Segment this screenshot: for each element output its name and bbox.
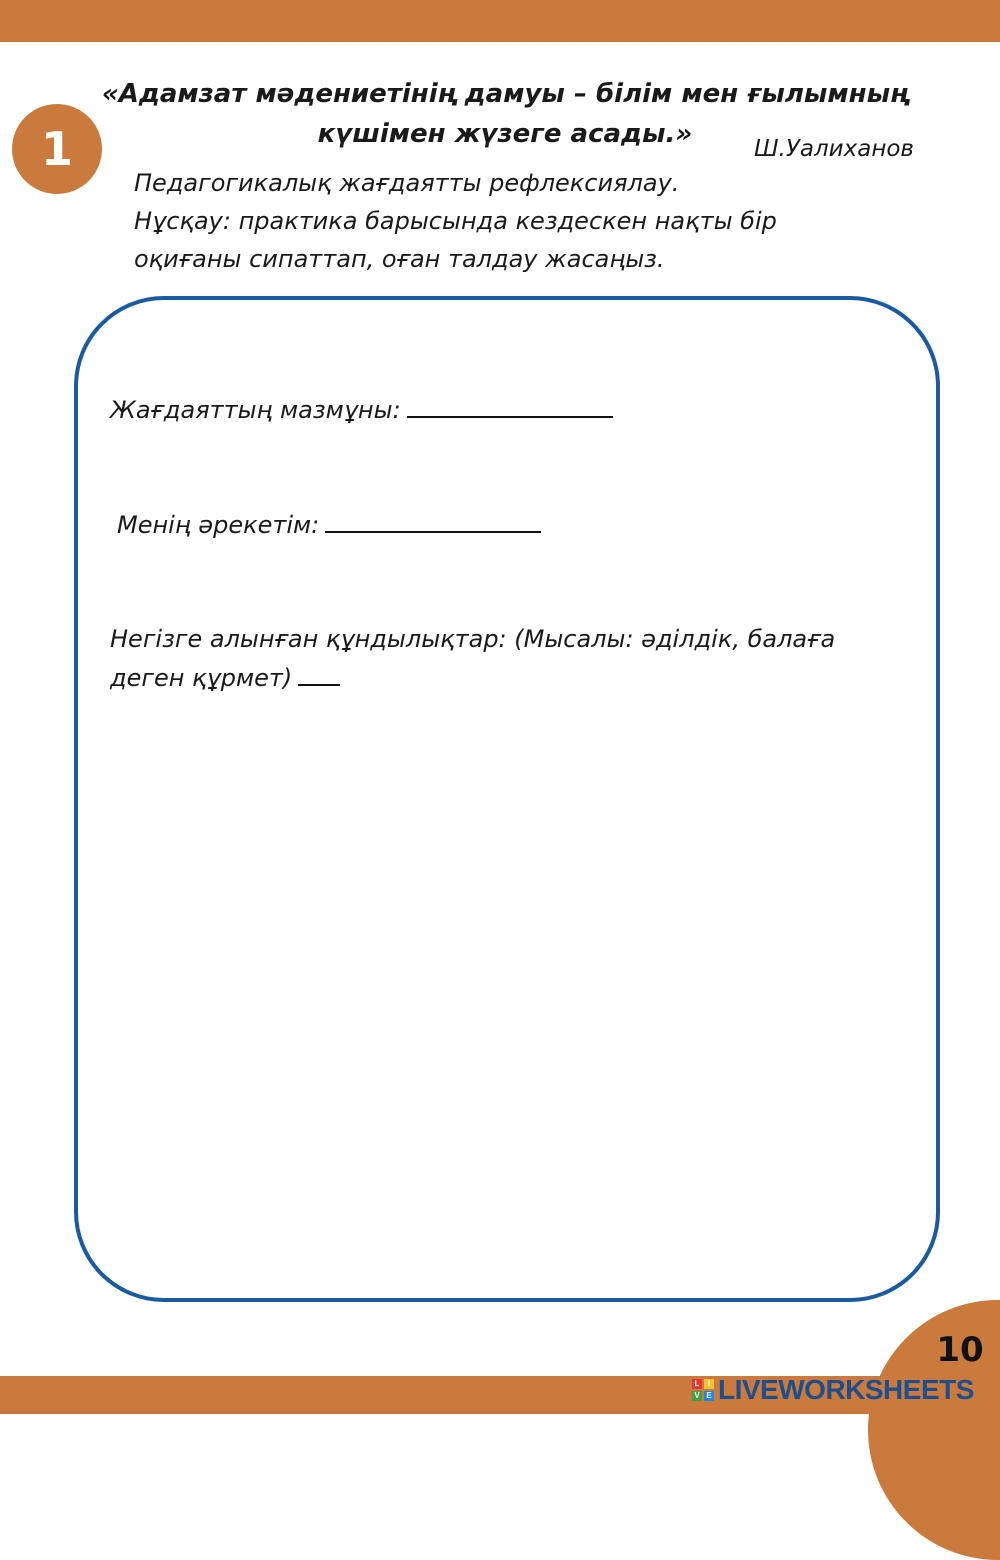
logo-letter: V bbox=[692, 1391, 702, 1401]
values-blank-line[interactable] bbox=[298, 658, 340, 686]
top-decorative-bar bbox=[0, 0, 1000, 42]
situation-blank-line[interactable] bbox=[407, 390, 613, 418]
action-blank-line[interactable] bbox=[325, 505, 541, 533]
logo-letter: E bbox=[704, 1391, 714, 1401]
quote-author: Ш.Уалиханов bbox=[753, 136, 914, 162]
logo-letter: I bbox=[704, 1379, 714, 1389]
values-label: Негізге алынған құндылықтар: (Мысалы: әділдік, балаға деген құрмет) bbox=[110, 625, 836, 692]
liveworksheets-logo bbox=[692, 1372, 992, 1408]
quote-line-1: «Адамзат мәдениетінің дамуы – білім мен ғылымның bbox=[101, 79, 909, 109]
situation-label: Жағдаяттың мазмұны: bbox=[110, 396, 401, 424]
page-number: 10 bbox=[936, 1330, 984, 1370]
liveworksheets-wordmark: LIVEWORKSHEETS bbox=[718, 1374, 974, 1405]
action-field bbox=[117, 505, 541, 544]
logo-letter: L bbox=[692, 1379, 702, 1389]
quote-line-2: күшімен жүзеге асады.» bbox=[317, 119, 693, 149]
situation-field bbox=[110, 390, 613, 429]
task-instructions bbox=[134, 164, 834, 278]
values-field bbox=[110, 620, 890, 697]
instruction-line-3: оқиғаны сипаттап, оған талдау жасаңыз. bbox=[134, 245, 665, 273]
instruction-line-2: Нұсқау: практика барысында кездескен нақты бір bbox=[134, 207, 777, 235]
instruction-line-1: Педагогикалық жағдаятты рефлексиялау. bbox=[134, 169, 680, 197]
action-label: Менің әрекетім: bbox=[117, 511, 320, 539]
answer-box bbox=[74, 296, 940, 1302]
liveworksheets-logo-icon bbox=[692, 1379, 714, 1401]
task-number-badge: 1 bbox=[12, 104, 102, 194]
